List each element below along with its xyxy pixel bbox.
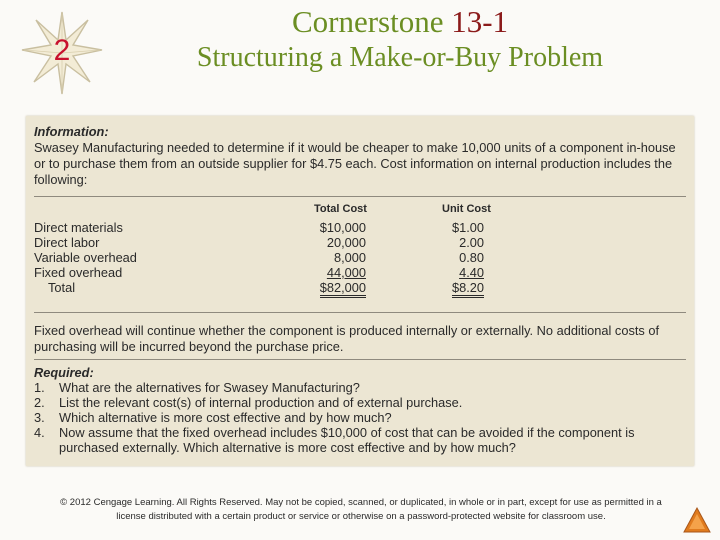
unit-sum-cell (426, 280, 484, 295)
title-prefix: Cornerstone (291, 4, 452, 39)
total-sum-cell (296, 280, 366, 295)
row-label: Fixed overhead (34, 265, 123, 280)
required-text-cont: purchased externally. Which alternative is more cost effective and by how much? (59, 440, 516, 455)
chapter-badge (20, 10, 104, 96)
chapter-number: 2 (53, 34, 71, 67)
required-text: Which alternative is more cost effective and by how much? (59, 410, 392, 425)
row-label: Variable overhead (34, 250, 137, 265)
required-text: List the relevant cost(s) of internal production and of external purchase. (59, 395, 463, 410)
total-cell: 20,000 (326, 235, 366, 250)
title-number: 13-1 (451, 4, 509, 39)
col-header-total: Total Cost (314, 203, 367, 215)
unit-cell: 4.40 (459, 265, 484, 280)
required-num: 1. (34, 380, 45, 395)
total-cell: 8,000 (333, 250, 366, 265)
row-label: Direct materials (34, 220, 123, 235)
unit-cell: 2.00 (459, 235, 484, 250)
slide-title (120, 4, 680, 40)
required-num: 3. (34, 410, 45, 425)
info-heading: Information: (34, 124, 109, 139)
divider (34, 359, 686, 360)
row-label: Direct labor (34, 235, 100, 250)
col-header-unit: Unit Cost (442, 203, 491, 215)
unit-cell: $1.00 (451, 220, 484, 235)
footer-line: © 2012 Cengage Learning. All Rights Reserved. May not be copied, scanned, or duplicated, in whole or in part, except for use as permitted in a (60, 497, 662, 508)
divider (34, 196, 686, 197)
info-line: or to purchase them from an outside supplier for $4.75 each. Cost information on internal production includes the (34, 156, 673, 171)
content-panel (26, 116, 694, 466)
unit-cell: 0.80 (459, 250, 484, 265)
info-line: Swasey Manufacturing needed to determine if it would be cheaper to make 10,000 units of a component in-house (34, 140, 676, 155)
total-cell: $10,000 (319, 220, 366, 235)
info-line: following: (34, 172, 88, 187)
required-text: Now assume that the fixed overhead includes $10,000 of cost that can be avoided if the component is (59, 425, 635, 440)
total-sum-value: $82,000 (320, 280, 366, 298)
divider (34, 312, 686, 313)
unit-sum-value: $8.20 (452, 280, 484, 298)
footer-line: license distributed with a certain product or service or otherwise on a password-protected website for classroom use. (116, 511, 606, 522)
note-line: purchasing will be incurred beyond the purchase price. (34, 339, 344, 354)
required-text: What are the alternatives for Swasey Manufacturing? (59, 380, 360, 395)
triangle-arrow-icon (682, 505, 712, 535)
slide-subtitle: Structuring a Make-or-Buy Problem (196, 42, 604, 73)
total-label: Total (48, 280, 76, 295)
note-line: Fixed overhead will continue whether the component is produced internally or externally. No additional costs of (34, 323, 660, 338)
next-slide-icon[interactable] (682, 505, 712, 535)
copyright-footer (36, 496, 686, 524)
required-heading: Required: (34, 365, 94, 380)
required-num: 4. (34, 425, 45, 440)
required-num: 2. (34, 395, 45, 410)
total-cell: 44,000 (326, 265, 366, 280)
